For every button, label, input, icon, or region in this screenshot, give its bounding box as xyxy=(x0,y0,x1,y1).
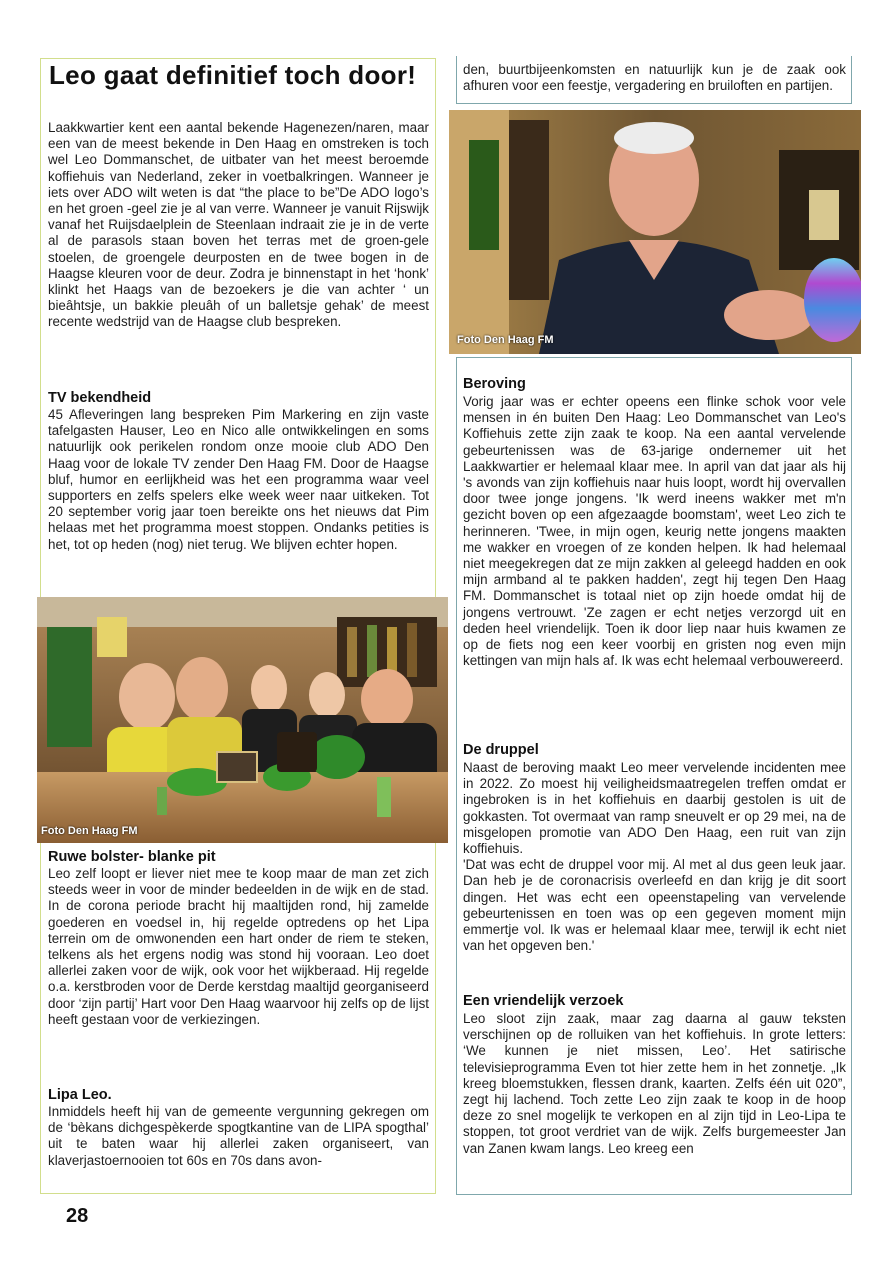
heading-ruwe-bolster: Ruwe bolster- blanke pit xyxy=(48,849,216,865)
portrait-photo-caption: Foto Den Haag FM xyxy=(457,334,554,346)
ruwe-bolster-paragraph: Leo zelf loopt er liever niet mee te koop maar de man zet zich steeds weer in voor de minder bedeelden in de wijk en de stad. In de corona periode bracht hij maaltijden rond, hij zamelde goederen en voedsel in, hij regelde optredens op het Lipa terrein om de omwonenden een hart onder de riem te steken, telkens als het ergens nodig was stond hij vooraan. Leo doet allerlei zaken voor de wijk, ook voor het wijkberaad. Hij regelde o.a. kerstbroden voor de Derde kerstdag maaltijd georganiseerd door ‘zijn partij’ Hart voor Den Haag waarvoor hij zelfs op de lijst heeft gestaan voor de verkiezingen. xyxy=(48,866,429,1027)
heading-lipa-leo: Lipa Leo. xyxy=(48,1087,112,1103)
portrait-photo-illustration xyxy=(449,110,861,354)
tv-bekendheid-paragraph: 45 Afleveringen lang bespreken Pim Markering en zijn vaste tafelgasten Hauser, Leo en Nico alle ontwikkelingen en soms natuurlijk ook perikelen rondom onze mooie club ADO Den Haag voor de lokale TV zender Den Haag FM. Door de Haagse bluf, humor en eerlijkheid was het een programma waar veel supporters en zelfs spelers elke week weer naar uitkeken. Tot 20 september vorig jaar toen bereikte ons het nieuws dat Pim helaas met het programma moest stoppen. Ondanks petities is het, tot op heden (nog) niet terug. We blijven echter hopen. xyxy=(48,407,429,552)
beroving-paragraph: Vorig jaar was er echter opeens een flinke schok voor vele mensen in én buiten Den Haag: Leo Dommanschet van Leo's Koffiehuis zette zijn zaak te koop. Na een aantal vervelende gebeurtenissen was de 63-jarige ondernemer uit het Laakkwartier er helemaal klaar mee. In april van dat jaar als hij 's avonds van zijn koffiehuis naar huis loopt, wordt hij overvallen door twee jonge jongens. 'Ik werd ineens wakker met m'n gezicht boven op een afgezaagde boomstam', weet Leo zich te herinneren. 'Twee, in mijn ogen, keurig nette jongens maakten me wakker en vroegen of ze konden helpen. Ik had helemaal niet meegekregen dat ze mijn zakken al geleegd hadden en ook mijn armband al te pakken hadden', zegt hij tegen Den Haag FM. Dommanschet is totaal niet op zijn hoede omdat hij de jongens vertrouwt. 'Ze zagen er echt netjes verzorgd uit en deden heel vriendelijk. Toen ik door liep naar huis kwamen ze op de fiets nog een keer voorbij en gristen nog even mijn kettingen van mijn hals af. Ik was echt helemaal verbouwereerd. xyxy=(463,394,846,669)
lipa-leo-paragraph: Inmiddels heeft hij van de gemeente vergunning gekregen om de ‘bèkans dichgespèkerde spogtkantine van de LIPA spogthal’ uit te baten waar hij allerlei zaken organiseert, van klaverjastoernooien tot 60s en 70s dans avon- xyxy=(48,1104,429,1168)
portrait-photo xyxy=(449,110,861,354)
group-photo-caption: Foto Den Haag FM xyxy=(41,825,138,837)
de-druppel-paragraph xyxy=(463,760,846,954)
vriendelijk-verzoek-paragraph: Leo sloot zijn zaak, maar zag daarna al gauw teksten verschijnen op de rolluiken van het koffiehuis. In grote letters: ‘We kunnen je niet missen, Leo’. Het satirische televisieprogramma Even tot hier zette hem in het zonnetje. „Ik kreeg bloemstukken, flessen drank, kaarten. Zelfs één uit 020”, zegt hij lachend. Toch zette Leo zijn zaak te koop in de hoop deze zo snel mogelijk te verkopen en al zijn tijd in Leo-Lipa te stoppen, tot groot verdriet van de wijk. Zelfs burgemeester Jan van Zanen kwam langs. Leo kreeg een xyxy=(463,1011,846,1156)
page-number: 28 xyxy=(66,1205,89,1227)
intro-paragraph: Laakkwartier kent een aantal bekende Hagenezen/naren, maar een van de meest bekende in Den Haag en omstreken is toch wel Leo Dommanschet, de uitbater van het meest beroemde koffiehuis van Nederland, zeker in voetbalkringen. Wanneer je iets over ADO wilt weten is dat “the place to be”De ADO logo’s en het groen -geel zie je al van verre. Wanneer je vanuit Rijswijk vanaf het Ruijsdaelplein de Steenlaan indraait zie je in de verte al de parasols staan boven het terras met de groen-gele stoelen, de groengele deurposten en de twee bogen in de Haagse kleuren voor de deur. Zodra je binnenstapt in het ‘honk’ klinkt het Haags van de bezoekers je die van achter ‘ un bieâhtsje, un bakkie pleuâh of un balletsje gehak’ de meest recente wedstrijd van de Haagse club bespreken. xyxy=(48,120,429,330)
heading-de-druppel: De druppel xyxy=(463,742,539,758)
article-title: Leo gaat definitief toch door! xyxy=(49,60,417,90)
de-druppel-paragraph-1: Naast de beroving maakt Leo meer vervelende incidenten mee in 2022. Zo moest hij veiligheidsmaatregelen treffen omdat er ingebroken is in het koffiehuis en daarbij gestolen is uit de gokkasten. Tot overmaat van ramp sneuvelt er op 29 mei, na de misgelopen promotie van ADO Den Haag, een ruit van zijn koffiehuis. xyxy=(463,760,846,857)
heading-beroving: Beroving xyxy=(463,376,526,392)
continued-paragraph: den, buurtbijeenkomsten en natuurlijk kun je de zaak ook afhuren voor een feestje, vergadering en bruiloften en partijen. xyxy=(463,62,846,94)
group-photo-illustration xyxy=(37,597,448,843)
heading-tv-bekendheid: TV bekendheid xyxy=(48,390,152,406)
de-druppel-paragraph-2: 'Dat was echt de druppel voor mij. Al met al dus geen leuk jaar. Dan heb je de coronacrisis overleefd en dan krijg je dit soort dingen. Het was echt een opeenstapeling van vervelende gebeurtenissen en toen was op een gegeven moment mijn emmertje vol. Ik was er helemaal klaar mee, terwijl ik echt niet van het opgeven ben.' xyxy=(463,857,846,954)
group-photo xyxy=(37,597,448,843)
heading-vriendelijk-verzoek: Een vriendelijk verzoek xyxy=(463,993,624,1009)
